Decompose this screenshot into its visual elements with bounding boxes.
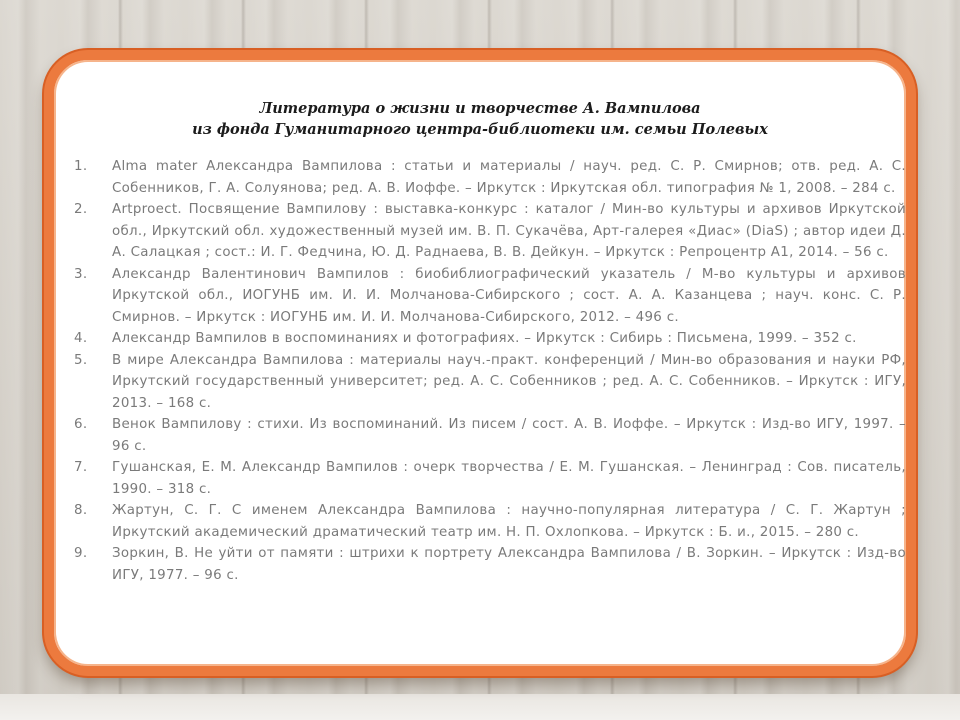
reference-text: Александр Валентинович Вампилов : биобиблиографический указатель / М-во культуры и архивов Иркутской обл., ИОГУНБ им. И. И. Молчанова-Сибирского ; сост. А. А. Казанцева ; науч. конс. С. Р. Смирнов. – Иркутск : ИОГУНБ им. И. И. Молчанова-Сибирского, 2012. – 496 с. (112, 266, 906, 325)
reference-item (66, 350, 912, 415)
reference-text: Artproect. Посвящение Вампилову : выставка-конкурс : каталог / Мин-во культуры и архивов Иркутской обл., Иркутский обл. художественный музей им. В. П. Сукачёва, Арт-галерея «Диас» (DiaS) ; автор идеи Д. А. Салацкая ; сост.: И. Г. Федчина, Ю. Д. Раднаева, В. В. Дейкун. – Иркутск : Репроцентр А1, 2014. – 56 с. (112, 202, 906, 260)
reference-text: Александр Вампилов в воспоминаниях и фотографиях. – Иркутск : Сибирь : Письмена, 1999. – 352 с. (112, 331, 857, 346)
reference-text: Зоркин, В. Не уйти от памяти : штрихи к портрету Александра Вампилова / В. Зоркин. – Иркутск : Изд-во ИГУ, 1977. – 96 с. (112, 546, 906, 583)
bibliography-frame (44, 50, 916, 676)
reference-number: 9. (74, 546, 88, 561)
reference-text: Alma mater Александра Вампилова : статьи и материалы / науч. ред. С. Р. Смирнов; отв. ред. А. С. Собенников, Г. А. Солуянова; ред. А. В. Иоффе. – Иркутск : Иркутская обл. типография № 1, 2008. – 284 с. (112, 159, 906, 196)
reference-text: Гушанская, Е. М. Александр Вампилов : очерк творчества / Е. М. Гушанская. – Ленинград : Сов. писатель, 1990. – 318 с. (112, 460, 906, 497)
reference-item (66, 199, 912, 264)
reference-text: Венок Вампилову : стихи. Из воспоминаний. Из писем / сост. А. В. Иоффе. – Иркутск : Изд-во ИГУ, 1997. – 96 с. (112, 417, 906, 454)
reference-item (66, 264, 912, 329)
bottom-strip (0, 694, 960, 720)
reference-number: 3. (74, 266, 88, 282)
reference-list (66, 156, 912, 586)
reference-item (66, 457, 912, 500)
reference-number: 2. (74, 202, 88, 217)
reference-number: 7. (74, 460, 88, 475)
reference-number: 4. (74, 331, 88, 346)
reference-number: 1. (74, 159, 88, 174)
reference-item (66, 543, 912, 586)
title-line-1: Литература о жизни и творчестве А. Вампилова (259, 100, 701, 117)
title-line-2: из фонда Гуманитарного центра-библиотеки им. семьи Полевых (192, 121, 768, 138)
reference-text: Жартун, С. Г. С именем Александра Вампилова : научно-популярная литература / С. Г. Жартун ; Иркутский академический драматический театр им. Н. П. Охлопкова. – Иркутск : Б. и., 2015. – 280 с. (112, 503, 906, 540)
reference-number: 5. (74, 352, 88, 368)
reference-item (66, 414, 912, 457)
reference-item (66, 328, 912, 350)
reference-item (66, 156, 912, 199)
reference-number: 6. (74, 417, 88, 432)
reference-item (66, 500, 912, 543)
page-title (54, 98, 906, 140)
reference-number: 8. (74, 503, 88, 518)
reference-text: В мире Александра Вампилова : материалы науч.-практ. конференций / Мин-во образования и науки РФ, Иркутский государственный университет; ред. А. С. Собенников ; ред. А. С. Собенников. – Иркутск : ИГУ, 2013. – 168 с. (112, 352, 906, 411)
